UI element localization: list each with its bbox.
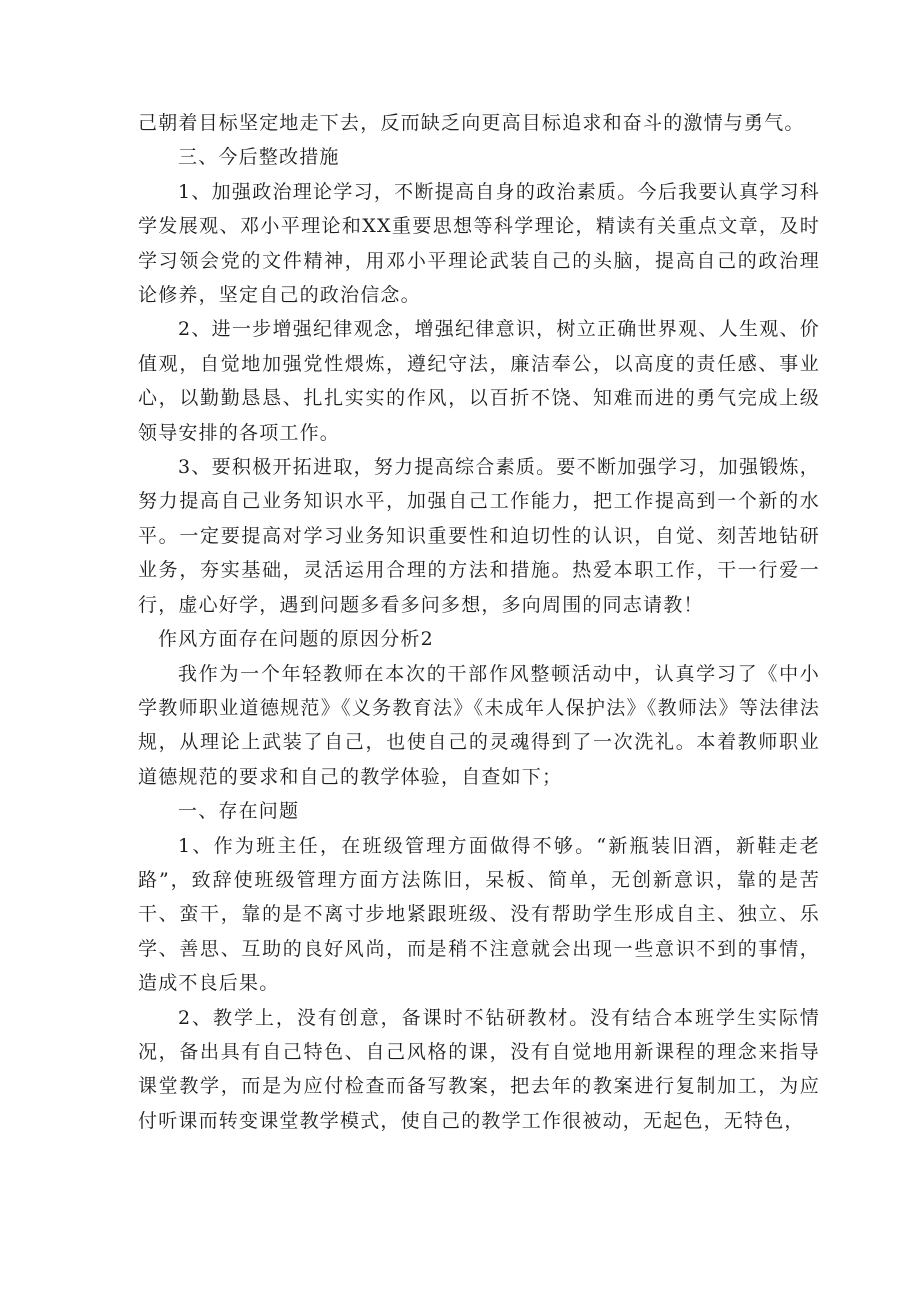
section-heading-problems: 一、存在问题 bbox=[178, 800, 300, 823]
section-heading-rectification: 三、今后整改措施 bbox=[178, 146, 340, 169]
paragraph-intro: 我作为一个年轻教师在本次的干部作风整顿活动中，认真学习了《中小学教师职业道德规范》《义务教育法》《未成年人保护法》《教师法》等法律法规，从理论上武装了自己，也使自己的灵魂得到了一次洗礼。本着教师职业道德规范的要求和自己的教学体验，自查如下； bbox=[138, 662, 820, 788]
paragraph-continuation: 己朝着目标坚定地走下去，反而缺乏向更高目标追求和奋斗的激情与勇气。 bbox=[138, 112, 805, 134]
article-title: 作风方面存在问题的原因分析2 bbox=[158, 628, 434, 651]
paragraph-measure-1: 1、加强政治理论学习，不断提高自身的政治素质。今后我要认真学习科学发展观、邓小平理论和XX重要思想等科学理论，精读有关重点文章，及时学习领会党的文件精神，用邓小平理论武装自己的头脑，提高自己的政治理论修养，坚定自己的政治信念。 bbox=[138, 180, 820, 307]
paragraph-measure-3: 3、要积极开拓进取，努力提高综合素质。要不断加强学习，加强锻炼，努力提高自己业务知识水平，加强自己工作能力，把工作提高到一个新的水平。一定要提高对学习业务知识重要性和迫切性的认识，自觉、刻苦地钻研业务，夯实基础，灵活运用合理的方法和措施。热爱本职工作，干一行爱一行，虚心好学，遇到问题多看多问多想，多向周围的同志请教！ bbox=[138, 456, 820, 616]
paragraph-problem-2: 2、教学上，没有创意，备课时不钻研教材。没有结合本班学生实际情况，备出具有自己特色、自己风格的课，没有自觉地用新课程的理念来指导课堂教学，而是为应付检查而备写教案，把去年的教案进行复制加工，为应付听课而转变课堂教学模式，使自己的教学工作很被动，无起色，无特色， bbox=[138, 1006, 820, 1132]
paragraph-measure-2: 2、进一步增强纪律观念，增强纪律意识，树立正确世界观、人生观、价值观，自觉地加强党性煨炼，遵纪守法，廉洁奉公，以高度的责任感、事业心，以勤勤恳恳、扎扎实实的作风，以百折不饶、知难而进的勇气完成上级领导安排的各项工作。 bbox=[138, 318, 820, 444]
paragraph-problem-1: 1、作为班主任，在班级管理方面做得不够。“新瓶装旧酒，新鞋走老路”，致辞使班级管理方面方法陈旧，呆板、简单，无创新意识，靠的是苦干、蛮干，靠的是不离寸步地紧跟班级、没有帮助学生形成自主、独立、乐学、善思、互助的良好风尚，而是稍不注意就会出现一些意识不到的事情，造成不良后果。 bbox=[138, 834, 820, 995]
